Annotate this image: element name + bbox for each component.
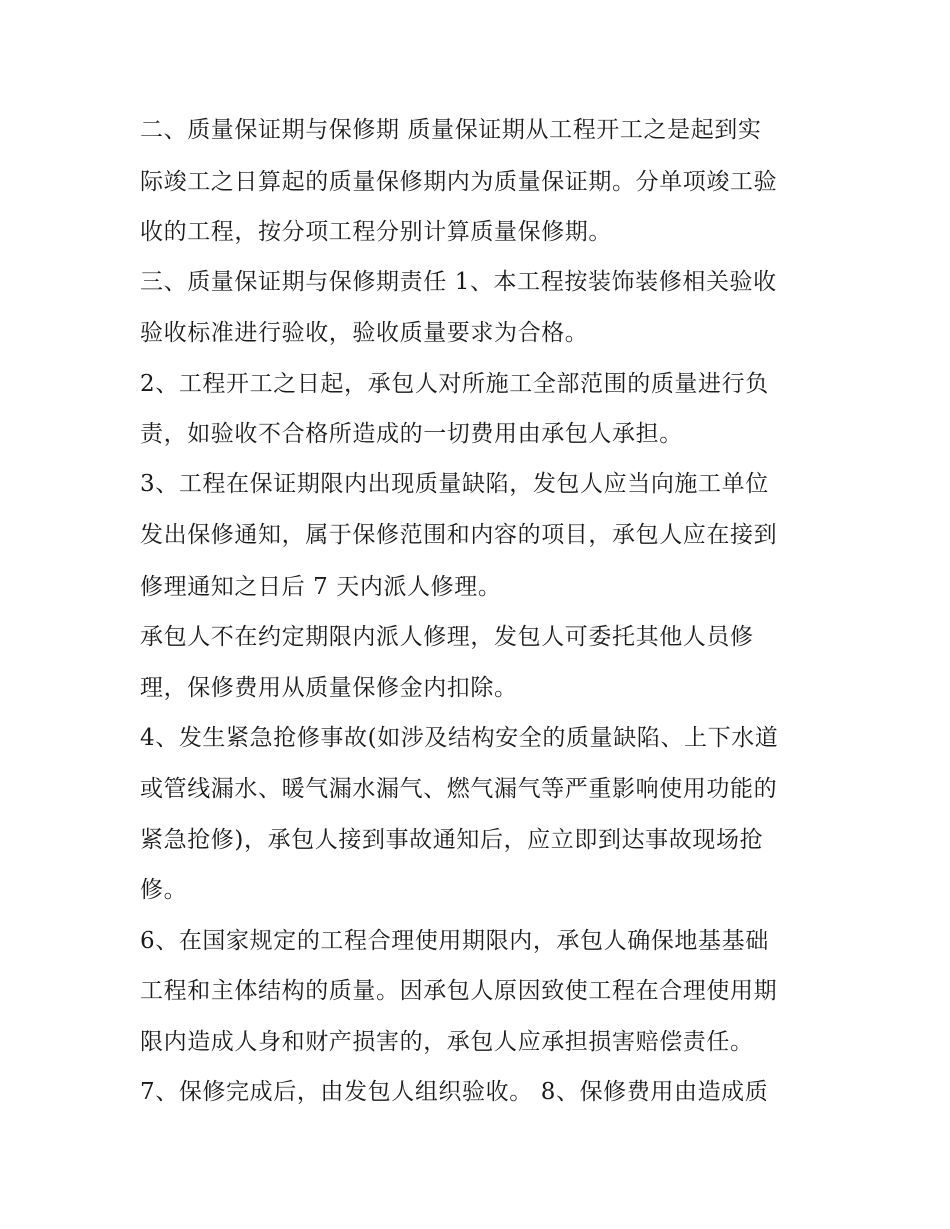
text-line-8: 3、工程在保证期限内出现质量缺陷，发包人应当向施工单位	[140, 471, 769, 497]
text-line-18: 工程和主体结构的质量。因承包人原因致使工程在合理使用期	[140, 978, 778, 1004]
text-line-19: 限内造成人身和财产损害的，承包人应承担损害赔偿责任。	[140, 1029, 754, 1055]
text-line-7: 责，如验收不合格所造成的一切费用由承包人承担。	[140, 421, 683, 447]
text-line-14: 或管线漏水、暖气漏水漏气、燃气漏气等严重影响使用功能的	[140, 776, 778, 802]
text-line-20: 7、保修完成后，由发包人组织验收。 8、保修费用由造成质	[140, 1079, 769, 1105]
text-line-16: 修。	[140, 877, 188, 903]
text-line-15: 紧急抢修)，承包人接到事故通知后，应立即到达事故现场抢	[140, 827, 764, 853]
text-line-4: 三、质量保证期与保修期责任 1、本工程按装饰装修相关验收	[140, 269, 777, 295]
text-line-11: 承包人不在约定期限内派人修理，发包人可委托其他人员修	[140, 624, 754, 650]
text-line-12: 理，保修费用从质量保修金内扣除。	[140, 675, 518, 701]
text-line-1: 二、质量保证期与保修期 质量保证期从工程开工之是起到实	[140, 117, 762, 143]
text-line-9: 发出保修通知，属于保修范围和内容的项目，承包人应在接到	[140, 522, 778, 548]
text-line-17: 6、在国家规定的工程合理使用期限内，承包人确保地基基础	[140, 928, 769, 954]
text-line-10: 修理通知之日后 7 天内派人修理。	[140, 574, 502, 600]
text-line-2: 际竣工之日算起的质量保修期内为质量保证期。分单项竣工验	[140, 169, 778, 195]
text-line-5: 验收标准进行验收，验收质量要求为合格。	[140, 320, 589, 346]
text-line-6: 2、工程开工之日起，承包人对所施工全部范围的质量进行负	[140, 371, 769, 397]
text-line-3: 收的工程，按分项工程分别计算质量保修期。	[140, 219, 612, 245]
text-line-13: 4、发生紧急抢修事故(如涉及结构安全的质量缺陷、上下水道	[140, 725, 779, 751]
